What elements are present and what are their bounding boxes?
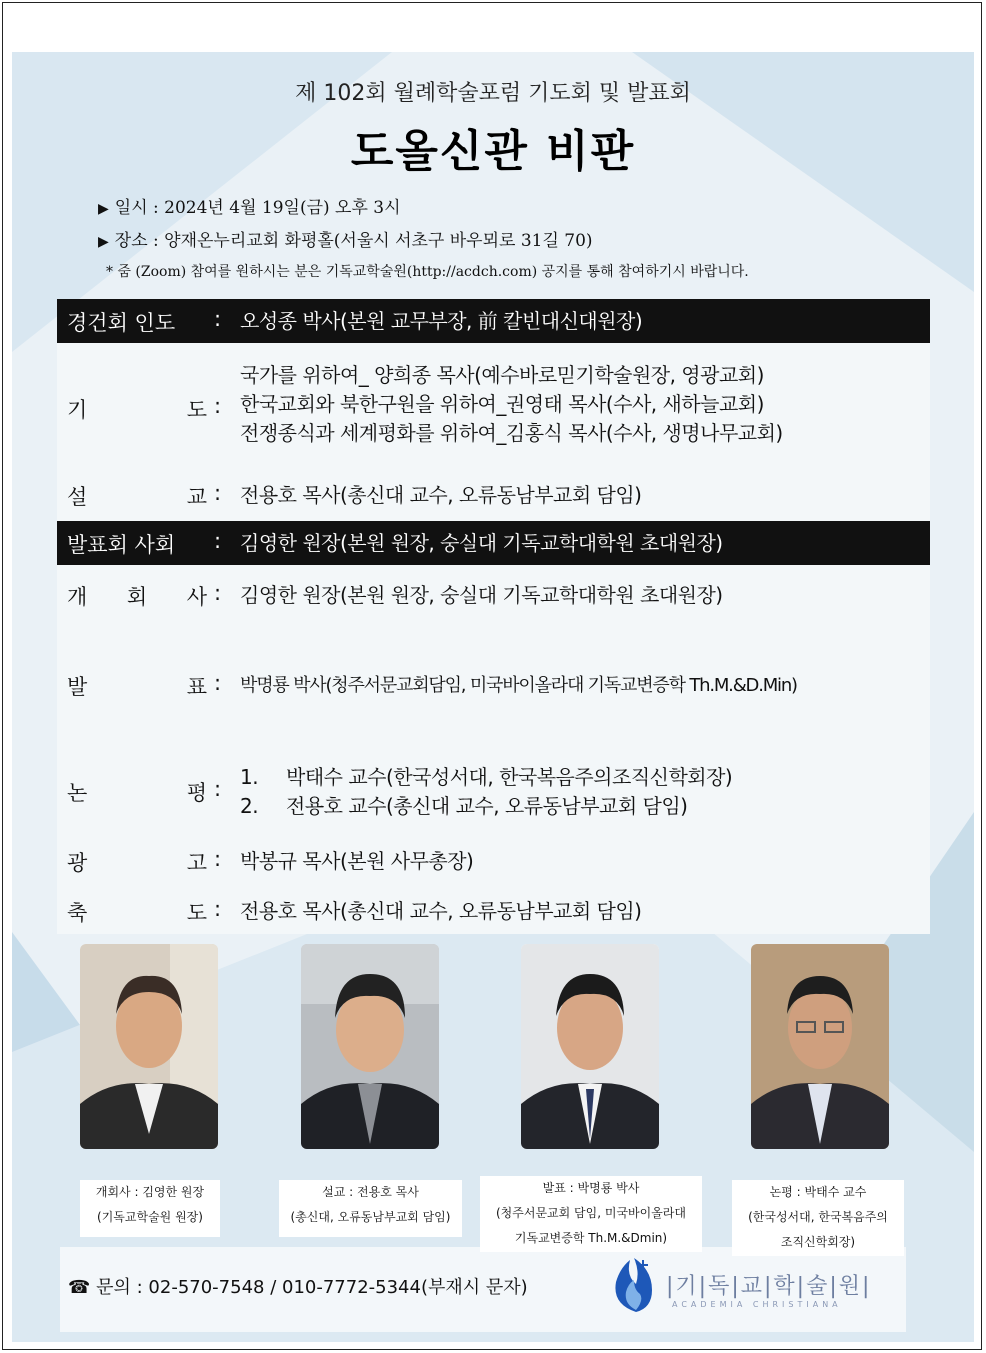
contact-info: ☎ 문의 : 02-570-7548 / 010-7772-5344(부재시 문자)	[68, 1277, 528, 1298]
caption-line: 설교 : 전용호 목사	[322, 1185, 419, 1199]
colon: :	[214, 847, 222, 871]
role-char: 회	[126, 585, 148, 609]
role-char: 사	[186, 585, 207, 609]
prayer-item: 한국교회와 북한구원을 위하여_권영태 목사(수사, 새하늘교회)	[240, 392, 764, 416]
academy-logo-text: |기|독|교|학|술|원|	[666, 1274, 872, 1299]
host-desc: 김영한 원장(본원 원장, 숭실대 기독교학대학원 초대원장)	[240, 531, 723, 555]
role-char: 교	[186, 485, 207, 509]
place-line	[98, 226, 593, 251]
caption-line: (청주서문교회 담임, 미국바이올라대	[495, 1206, 686, 1220]
colon: :	[214, 581, 222, 605]
caption-line: (한국성서대, 한국복음주의	[748, 1210, 888, 1224]
colon: :	[214, 529, 222, 553]
caption-line: (총신대, 오류동남부교회 담임)	[290, 1210, 451, 1224]
program-table	[57, 299, 930, 935]
colon: :	[214, 481, 222, 505]
role-label	[67, 777, 207, 807]
role-label	[67, 847, 207, 877]
colon: :	[214, 897, 222, 921]
colon: :	[214, 777, 222, 801]
speaker-photo-park-presenter	[521, 944, 659, 1149]
sermon-desc: 전용호 목사(총신대 교수, 오류동남부교회 담임)	[240, 483, 642, 507]
host-row	[57, 521, 930, 565]
prayer-list	[240, 361, 783, 448]
commentary-item: 2. 전용호 교수(총신대 교수, 오류동남부교회 담임)	[240, 794, 688, 818]
role-char: 발	[67, 675, 88, 699]
speaker-photo-jeon	[301, 944, 439, 1149]
worship-leader-desc: 오성종 박사(본원 교무부장, 前 칼빈대신대원장)	[240, 309, 643, 333]
role-char: 평	[186, 781, 207, 805]
speaker-photo-kim	[80, 944, 218, 1149]
colon: :	[214, 671, 222, 695]
presentation-desc: 박명룡 박사(청주서문교회담임, 미국바이올라대 기독교변증학 Th.M.&D.Min)	[240, 675, 797, 696]
role-char: 도	[186, 398, 207, 422]
caption-park-presenter	[480, 1176, 702, 1252]
role-char: 논	[67, 781, 88, 805]
caption-line: 발표 : 박명룡 박사	[542, 1181, 640, 1195]
event-subtitle: 제 102회 월례학술포럼 기도회 및 발표회	[295, 81, 691, 106]
role-label: 경건회 인도	[67, 311, 176, 335]
role-char: 고	[186, 851, 207, 875]
academy-logo-subtext: ACADEMIA CHRISTIANA	[672, 1300, 842, 1309]
colon: :	[214, 307, 222, 331]
date-line	[98, 193, 401, 218]
role-char: 표	[186, 675, 207, 699]
zoom-note: * 줌 (Zoom) 참여를 원하시는 분은 기독교학술원(http://acdch.com) 공지를 통해 참여하기시 바랍니다.	[106, 264, 749, 280]
role-char: 개	[67, 585, 88, 609]
caption-park-commentator	[732, 1180, 904, 1256]
date-text: 일시 : 2024년 4월 19일(금) 오후 3시	[114, 198, 401, 218]
caption-line: 개회사 : 김영한 원장	[95, 1185, 205, 1199]
triangle-bullet-icon: ▶	[98, 234, 109, 250]
role-label	[67, 481, 207, 511]
role-char: 설	[67, 485, 88, 509]
commentary-list	[240, 763, 732, 821]
role-label	[67, 581, 207, 611]
colon: :	[214, 394, 222, 418]
place-text: 장소 : 양재온누리교회 화평홀(서울시 서초구 바우뫼로 31길 70)	[114, 231, 593, 251]
commentary-item: 1. 박태수 교수(한국성서대, 한국복음주의조직신학회장)	[240, 765, 733, 789]
caption-line: (기독교학술원 원장)	[97, 1210, 203, 1224]
caption-line: 기독교변증학 Th.M.&Dmin)	[514, 1231, 668, 1245]
prayer-item: 국가를 위하여_ 양희종 목사(예수바로믿기학술원장, 영광교회)	[240, 363, 764, 387]
triangle-bullet-icon: ▶	[98, 201, 109, 217]
caption-line: 논평 : 박태수 교수	[769, 1185, 867, 1199]
prayer-item: 전쟁종식과 세계평화를 위하여_김홍식 목사(수사, 생명나무교회)	[240, 421, 783, 445]
role-char: 광	[67, 851, 88, 875]
speaker-photo-park-commentator	[751, 944, 889, 1149]
role-char: 축	[67, 901, 88, 925]
caption-line: 조직신학회장)	[780, 1235, 856, 1249]
caption-kim	[80, 1180, 220, 1237]
role-label	[67, 671, 207, 701]
role-label	[67, 394, 207, 424]
role-char: 기	[67, 398, 88, 422]
role-char: 도	[186, 901, 207, 925]
caption-jeon	[279, 1180, 462, 1237]
role-label: 발표회 사회	[67, 533, 176, 557]
benediction-desc: 전용호 목사(총신대 교수, 오류동남부교회 담임)	[240, 899, 642, 923]
opening-desc: 김영한 원장(본원 원장, 숭실대 기독교학대학원 초대원장)	[240, 583, 723, 607]
worship-leader-row	[57, 299, 930, 343]
announcement-desc: 박봉규 목사(본원 사무총장)	[240, 849, 474, 873]
role-label	[67, 897, 207, 927]
event-title: 도올신관 비판	[350, 126, 636, 177]
